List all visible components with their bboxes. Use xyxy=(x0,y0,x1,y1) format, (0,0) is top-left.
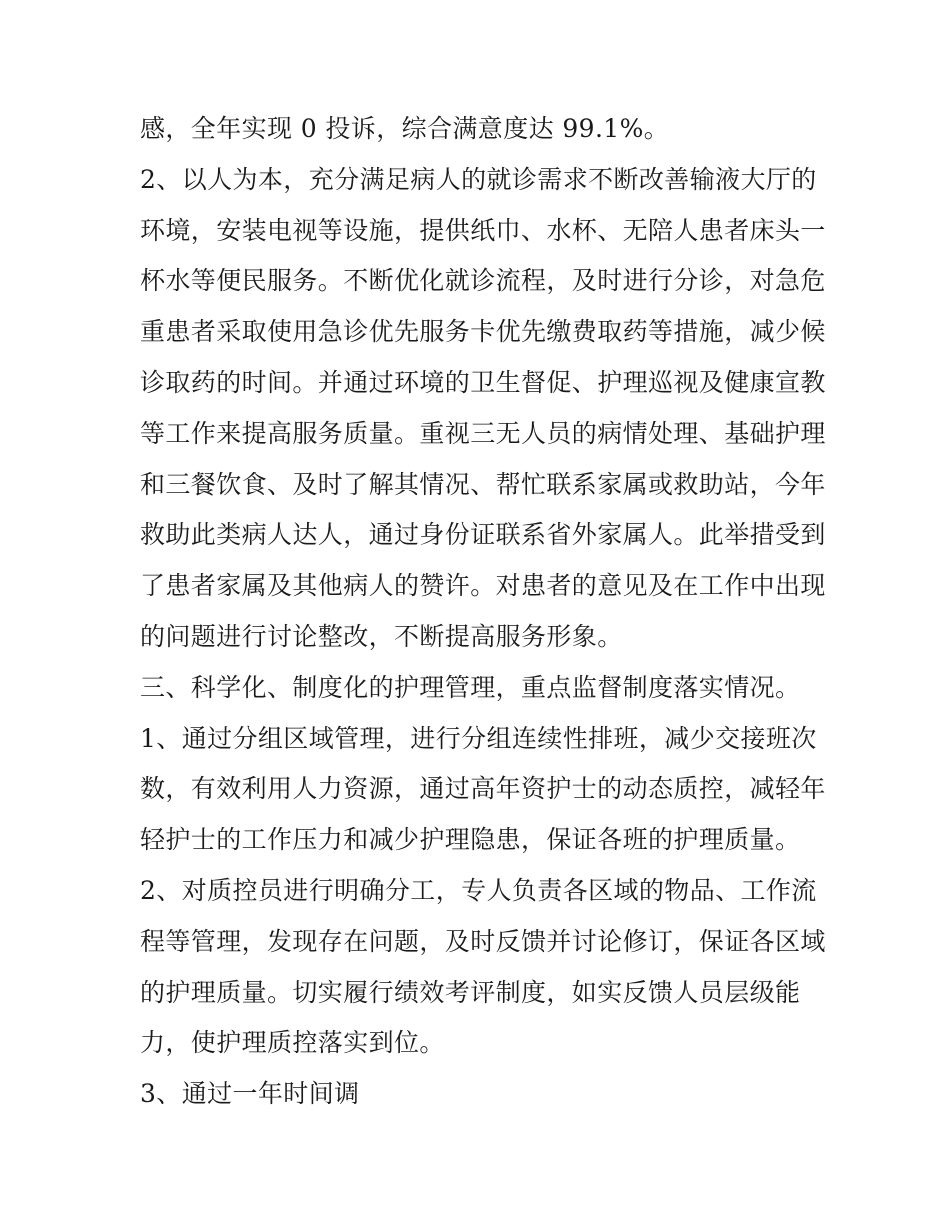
text-line: 力，使护理质控落实到位。 xyxy=(140,1028,445,1058)
text-line: 等工作来提高服务质量。重视三无人员的病情处理、基础护理 xyxy=(140,418,826,448)
text-line: 轻护士的工作压力和减少护理隐患，保证各班的护理质量。 xyxy=(140,825,801,855)
text-line: 杯水等便民服务。不断优化就诊流程，及时进行分诊，对急危 xyxy=(140,266,826,296)
text-line: 环境，安装电视等设施，提供纸巾、水杯、无陪人患者床头一 xyxy=(140,215,826,245)
text-line: 1、通过分组区域管理，进行分组连续性排班，减少交接班次 xyxy=(140,723,817,753)
text-line: 重患者采取使用急诊优先服务卡优先缴费取药等措施，减少候 xyxy=(140,317,826,347)
text-line: 的护理质量。切实履行绩效考评制度，如实反馈人员层级能 xyxy=(140,977,801,1007)
text-line: 数，有效利用人力资源，通过高年资护士的动态质控，减轻年 xyxy=(140,774,826,804)
text-line: 诊取药的时间。并通过环境的卫生督促、护理巡视及健康宣教 xyxy=(140,367,826,397)
text-line: 的问题进行讨论整改，不断提高服务形象。 xyxy=(140,621,623,651)
document-body xyxy=(140,104,826,1120)
section-heading: 三、科学化、制度化的护理管理，重点监督制度落实情况。 xyxy=(140,672,801,702)
text-line: 2、对质控员进行明确分工，专人负责各区域的物品、工作流 xyxy=(140,875,817,905)
text-line: 3、通过一年时间调 xyxy=(140,1079,360,1109)
text-line: 了患者家属及其他病人的赞许。对患者的意见及在工作中出现 xyxy=(140,571,826,601)
text-line: 2、以人为本，充分满足病人的就诊需求不断改善输液大厅的 xyxy=(140,164,817,194)
text-line: 感，全年实现 0 投诉，综合满意度达 99.1%。 xyxy=(140,114,670,143)
text-line: 救助此类病人达人，通过身份证联系省外家属人。此举措受到 xyxy=(140,520,826,550)
text-line: 程等管理，发现存在问题，及时反馈并讨论修订，保证各区域 xyxy=(140,926,826,956)
text-line: 和三餐饮食、及时了解其情况、帮忙联系家属或救助站，今年 xyxy=(140,469,826,499)
